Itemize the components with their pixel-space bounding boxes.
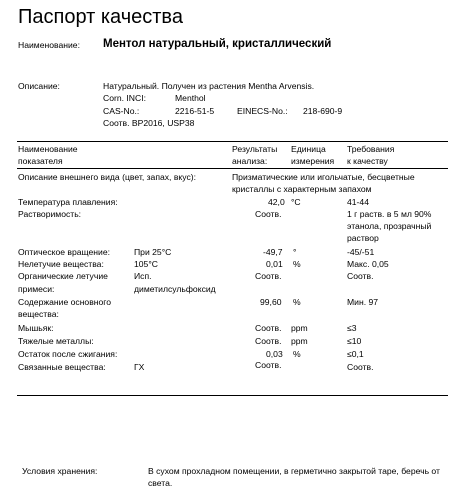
row-content-unit: % (293, 297, 301, 307)
einecs-label: EINECS-No.: (237, 106, 288, 116)
row-solubility-req-line1: 1 г раств. в 5 мл 90% (347, 209, 432, 219)
storage-text: В сухом прохладном помещении, в герметично закрытой таре, беречь от света. (148, 466, 440, 488)
name-label: Наименование: (18, 40, 80, 50)
row-related-result: Соотв. (255, 360, 282, 370)
row-organic-condition-line2: диметилсульфоксид (134, 284, 216, 294)
row-content-name-line1: Содержание основного (18, 297, 112, 307)
row-related-name: Связанные вещества: (18, 362, 106, 372)
row-melting-req: 41-44 (347, 197, 369, 207)
row-nonvolatile-name: Нелетучие вещества: (18, 259, 104, 269)
row-related-req: Соотв. (347, 362, 374, 372)
row-arsenic-req: ≤3 (347, 323, 357, 333)
row-content-req: Мин. 97 (347, 297, 379, 307)
row-rotation-req: -45/-51 (347, 247, 375, 257)
row-nonvolatile-unit: % (293, 259, 301, 269)
row-ash-req: ≤0,1 (347, 349, 364, 359)
row-ash-unit: % (293, 349, 301, 359)
row-ash-result: 0,03 (266, 349, 283, 359)
row-rotation-result: -49,7 (263, 247, 283, 257)
row-organic-req: Соотв. (347, 271, 374, 281)
header-results-line2: анализа: (232, 156, 268, 166)
storage-label: Условия хранения: (22, 466, 98, 476)
row-heavy-metals-result: Соотв. (255, 336, 282, 346)
row-heavy-metals-req: ≤10 (347, 336, 362, 346)
row-content-result: 99,60 (260, 297, 282, 307)
row-melting-name: Температура плавления: (18, 197, 118, 207)
appearance-value-line2: кристаллы с характерным запахом (232, 184, 372, 194)
description-text: Натуральный. Получен из растения Mentha Arvensis. (103, 81, 315, 91)
header-unit-line2: измерения (291, 156, 335, 166)
row-heavy-metals-name: Тяжелые металлы: (18, 336, 94, 346)
row-rotation-name: Оптическое вращение: (18, 247, 111, 257)
row-nonvolatile-req: Макс. 0,05 (347, 259, 389, 269)
header-req-line1: Требования (347, 144, 395, 154)
appearance-label: Описание внешнего вида (цвет, запах, вкус): (18, 172, 196, 182)
conformity-text: Соотв. BP2016, USP38 (103, 118, 195, 128)
row-solubility-req-line2: этанола, прозрачный (347, 221, 432, 231)
einecs-value: 218-690-9 (303, 106, 343, 116)
row-organic-name-line2: примеси: (18, 284, 55, 294)
row-organic-condition-line1: Исп. (134, 271, 152, 281)
header-unit-line1: Единица (291, 144, 326, 154)
page-title: Паспорт качества (18, 6, 183, 28)
row-melting-unit: °C (291, 197, 301, 207)
corn-inci-value: Menthol (175, 93, 206, 103)
row-solubility-result: Соотв. (255, 209, 282, 219)
description-label: Описание: (18, 81, 60, 91)
header-results-line1: Результаты (232, 144, 278, 154)
row-nonvolatile-condition: 105°C (134, 259, 158, 269)
row-arsenic-result: Соотв. (255, 323, 282, 333)
cas-label: CAS-No.: (103, 106, 140, 116)
row-solubility-name: Растворимость: (18, 209, 82, 219)
row-melting-result: 42,0 (268, 197, 285, 207)
row-arsenic-name: Мышьяк: (18, 323, 54, 333)
header-indicator-line1: Наименование (18, 144, 78, 154)
cas-value: 2216-51-5 (175, 106, 215, 116)
row-nonvolatile-result: 0,01 (266, 259, 283, 269)
row-ash-name: Остаток после сжигания: (18, 349, 118, 359)
table-bottom-rule (17, 395, 448, 396)
row-rotation-unit: ° (293, 247, 297, 257)
row-heavy-metals-unit: ppm (291, 336, 308, 346)
appearance-value-line1: Призматические или игольчатые, бесцветные (232, 172, 415, 182)
table-top-rule (17, 141, 448, 142)
row-arsenic-unit: ppm (291, 323, 308, 333)
row-related-condition: ГХ (134, 362, 145, 372)
name-value: Ментол натуральный, кристаллический (103, 38, 332, 50)
header-indicator-line2: показателя (18, 156, 63, 166)
row-solubility-req-line3: раствор (347, 233, 379, 243)
row-content-name-line2: вещества: (18, 309, 59, 319)
table-header-rule (17, 168, 448, 169)
row-organic-name-line1: Органические летучие (18, 271, 108, 281)
corn-inci-label: Corn. INCI: (103, 93, 146, 103)
header-req-line2: к качеству (347, 156, 388, 166)
row-rotation-condition: При 25°C (134, 247, 172, 257)
row-organic-result: Соотв. (255, 271, 282, 281)
